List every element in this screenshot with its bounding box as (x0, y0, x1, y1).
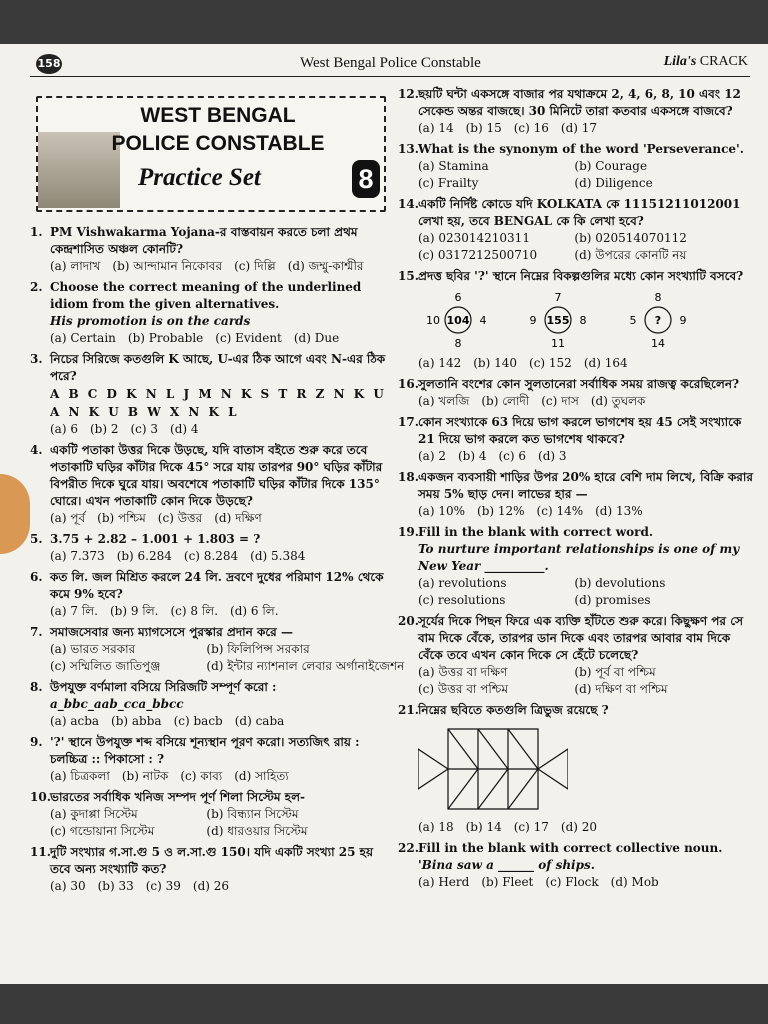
question-line (398, 376, 758, 393)
answer-option: (a) ভারত সরকার (50, 642, 136, 656)
figure-number-left: 5 (629, 314, 637, 327)
question-number: 16. (398, 377, 419, 391)
figure-number-bottom: 14 (651, 337, 665, 350)
question-number: 17. (398, 415, 419, 429)
triangle-figure-line (538, 749, 568, 789)
answer-option: (c) 6 (498, 449, 527, 463)
answer-option: (c) কাব্য (180, 769, 223, 783)
figure-number-left: 9 (529, 314, 537, 327)
answer-option: (a) খলজি (418, 394, 470, 408)
answer-option: (a) উত্তর বা দক্ষিণ (418, 665, 508, 679)
answer-option: (c) 16 (513, 121, 549, 135)
answer-option: (b) আন্দামান নিকোবর (112, 259, 223, 273)
answer-options (30, 641, 405, 675)
question-number: 14. (398, 197, 419, 211)
right-column (398, 86, 758, 895)
page-number: 158 (36, 54, 62, 74)
answer-option: (c) Flock (545, 875, 599, 889)
answer-option: (b) নাটক (121, 769, 169, 783)
question-text: কত লি. জল মিশ্রিত করলে 24 লি. দ্রবণে দুধের পরিমাণ 12% থেকে কমে 9% হবে? (50, 570, 384, 601)
answer-option: (d) caba (234, 714, 285, 728)
question-line (398, 196, 758, 230)
question-line (398, 524, 758, 541)
answer-option: (a) 14 (418, 121, 454, 135)
answer-options (398, 355, 758, 372)
question-item (30, 789, 390, 840)
question-number: 1. (30, 225, 43, 239)
answer-options (398, 393, 758, 410)
question-item (398, 702, 758, 836)
answer-options (398, 230, 758, 264)
question-item (398, 141, 758, 192)
question-item (30, 351, 390, 438)
answer-option: (a) 2 (418, 449, 446, 463)
answer-option: (c) resolutions (418, 593, 506, 607)
question-line (398, 613, 758, 664)
triangle-figure-svg (418, 719, 568, 819)
finger-shadow (0, 474, 30, 554)
answer-option: (b) 9 লি. (109, 604, 159, 618)
answer-option: (a) লাদাখ (50, 259, 101, 273)
circle-figure-svg (418, 285, 758, 355)
question-item (30, 624, 405, 675)
answer-option: (b) 140 (473, 356, 518, 370)
answer-option: (d) 4 (170, 422, 199, 436)
question-number: 5. (30, 532, 43, 546)
answer-options (398, 874, 758, 891)
answer-option: (a) চিত্রকলা (50, 769, 110, 783)
answer-option: (d) promises (574, 593, 651, 607)
answer-option: (b) 14 (465, 820, 502, 834)
question-item (30, 679, 390, 730)
question-item (30, 224, 390, 275)
question-item (30, 279, 390, 347)
figure-number-bottom: 11 (551, 337, 565, 350)
answer-option: (a) 023014210311 (418, 231, 530, 245)
document-page (0, 44, 768, 984)
answer-options (30, 878, 390, 895)
letter-sequence: A B C D K N L J M N K S T R Z N K U A N K U B W X N K L (50, 387, 387, 419)
question-text: নিম্নের ছবিতে কতগুলি ত্রিভুজ রয়েছে ? (418, 703, 609, 717)
answer-option: (d) 17 (560, 121, 598, 135)
question-text: Fill in the blank with correct collective noun. (418, 841, 723, 855)
question-item (30, 531, 390, 565)
question-line (398, 840, 758, 857)
question-line (30, 531, 390, 548)
page-header (30, 52, 750, 77)
question-text: সূর্যের দিকে পিছন ফিরে এক ব্যক্তি হাঁটতে শুরু করে। কিছুক্ষণ পর সে বাম দিকে বেঁকে, তারপর ডান দিকে এবং তারপর আবার বাম দিকে বেঁকে তবে এখন কোন দিকে সে হেঁটে চলেছে? (418, 614, 743, 662)
answer-option: (c) গন্ডোয়ানা সিস্টেম (50, 824, 155, 838)
question-note: a_bbc_aab_cca_bbcc (50, 697, 184, 711)
answer-option: (a) 142 (418, 356, 462, 370)
answer-option: (b) Fleet (481, 875, 534, 889)
question-item (30, 844, 390, 895)
answer-option: (a) 6 (50, 422, 78, 436)
answer-option: (d) ইন্টার ন্যাশনাল লেবার অর্গানাইজেশন (206, 659, 405, 673)
answer-options (398, 448, 758, 465)
question-line (30, 844, 390, 878)
answer-option: (d) ধারওয়ার সিস্টেম (206, 824, 308, 838)
question-number: 19. (398, 525, 419, 539)
question-note: His promotion is on the cards (50, 314, 251, 328)
answer-option: (b) লোদী (481, 394, 530, 408)
answer-option: (c) Evident (215, 331, 282, 345)
question-item (398, 268, 758, 372)
question-text: ছয়টি ঘন্টা একসঙ্গে বাজার পর যথাক্রমে 2, 4, 6, 8, 10 এবং 12 সেকেন্ড অন্তর বাজছে। 30 মিনিটে তারা কতবার একসঙ্গে বাজবে? (418, 87, 741, 118)
question-number: 7. (30, 625, 43, 639)
question-text: '?' স্থানে উপযুক্ত শব্দ বসিয়ে শূন্যস্থান পূরণ করো। সত্যজিৎ রায় : চলচ্চিত্র :: পিকাসো : ? (50, 735, 360, 766)
question-line (30, 789, 390, 806)
question-number: 12. (398, 87, 419, 101)
answer-option: (a) revolutions (418, 576, 507, 590)
figure-number-left: 10 (426, 314, 440, 327)
answer-option: (b) 020514070112 (574, 231, 687, 245)
answer-options (30, 548, 390, 565)
answer-options (30, 603, 390, 620)
answer-option: (c) দিল্লি (234, 259, 276, 273)
question-text: একটি নির্দিষ্ট কোডে যদি KOLKATA কে 11151211012001 লেখা হয়, তবে BENGAL কে কি লেখা হবে? (418, 197, 741, 228)
question-text: সমাজসেবার জন্য ম্যাগসেসে পুরস্কার প্রদান করে — (50, 625, 293, 639)
figure-number-mid: 155 (546, 314, 570, 327)
answer-options (398, 503, 758, 520)
triangle-figure (418, 719, 758, 819)
answer-option: (b) Probable (127, 331, 204, 345)
answer-options (30, 421, 390, 438)
question-item (398, 613, 758, 698)
question-text: একটি পতাকা উত্তর দিকে উড়ছে, যদি বাতাস বইতে শুরু করে তবে পতাকাটি ঘড়ির কাঁটার দিকে 45° সরে যায় তারপর 90° ঘড়ির কাঁটার বিপরীত দিকে ঘুরে যায়। অবশেষে পতাকাটি ঘড়ির কাঁটার দিকে 135° ঘোরে। এখন পতাকাটি কোন দিকে উড়ছে? (50, 443, 383, 508)
answer-option: (c) 152 (529, 356, 572, 370)
question-text: নিচের সিরিজে কতগুলি K আছে, U-এর ঠিক আগে এবং N-এর ঠিক পরে? (50, 352, 386, 383)
answer-option: (b) ফিলিপিন্স সরকার (206, 642, 310, 656)
question-text: দুটি সংখ্যার গ.সা.গু 5 ও ল.সা.গু 150। যদি একটি সংখ্যা 25 হয় তবে অন্য সংখ্যাটি কত? (50, 845, 374, 876)
answer-option: (d) 13% (595, 504, 643, 518)
question-line (398, 414, 758, 448)
question-line (30, 734, 390, 768)
answer-option: (a) 30 (50, 879, 86, 893)
answer-option: (d) Diligence (574, 176, 653, 190)
practice-set-title-box (36, 96, 386, 212)
answer-option: (b) 6.284 (116, 549, 172, 563)
question-number: 22. (398, 841, 419, 855)
question-text: প্রদত্ত ছবির '?' স্থানে নিম্নের বিকল্পগুলির মধ্যে কোন সংখ্যাটি বসবে? (418, 269, 744, 283)
answer-option: (a) Stamina (418, 159, 489, 173)
answer-option: (b) 2 (89, 422, 119, 436)
question-number: 13. (398, 142, 419, 156)
answer-option: (a) 7 লি. (50, 604, 98, 618)
answer-option: (a) Certain (50, 331, 116, 345)
answer-option: (c) উত্তর বা পশ্চিম (418, 682, 508, 696)
question-item (398, 840, 758, 891)
question-item (30, 734, 390, 785)
answer-option: (a) পূর্ব (50, 511, 86, 525)
question-number: 2. (30, 280, 43, 294)
question-line (30, 442, 390, 510)
question-item (398, 414, 758, 465)
question-line (398, 268, 758, 285)
question-item (398, 376, 758, 410)
answer-option: (c) 39 (145, 879, 181, 893)
question-text: সুলতানি বংশের কোন সুলতানেরা সর্বাধিক সময় রাজত্ব করেছিলেন? (418, 377, 740, 391)
answer-option: (c) 3 (130, 422, 159, 436)
question-number: 10. (30, 790, 51, 804)
answer-options (398, 575, 758, 609)
question-number: 21. (398, 703, 419, 717)
figure-number-mid: 104 (446, 314, 470, 327)
question-line (398, 86, 758, 120)
answer-option: (b) বিন্ধ্যান সিস্টেম (206, 807, 299, 821)
answer-option: (b) devolutions (574, 576, 666, 590)
question-item (398, 524, 758, 609)
answer-options (30, 806, 390, 840)
figure-number-right: 4 (479, 314, 487, 327)
answer-option: (b) পশ্চিম (97, 511, 146, 525)
answer-option: (b) 15 (465, 121, 502, 135)
figure-number-top: 7 (554, 291, 562, 304)
answer-option: (b) Courage (574, 159, 648, 173)
answer-options (398, 819, 758, 836)
question-line (398, 702, 758, 719)
question-note: To nurture important relationships is one of my New Year __________. (418, 542, 740, 573)
answer-options (30, 258, 390, 275)
question-item (398, 196, 758, 264)
figure-number-top: 6 (454, 291, 462, 304)
answer-option: (c) উত্তর (157, 511, 203, 525)
question-text: উপযুক্ত বর্ণমালা বসিয়ে সিরিজটি সম্পূর্ণ করো : (50, 680, 277, 694)
question-line (30, 679, 390, 696)
answer-option: (a) 7.373 (50, 549, 105, 563)
answer-option: (d) সাহিত্য (234, 769, 289, 783)
answer-option: (d) তুঘলক (590, 394, 646, 408)
answer-option: (b) abba (111, 714, 162, 728)
left-column (30, 224, 405, 899)
triangle-figure-line (418, 749, 448, 789)
answer-option: (a) কুদাপ্পা সিস্টেম (50, 807, 138, 821)
question-text: ভারতের সর্বাধিক খনিজ সম্পদ পূর্ণ শিলা সিস্টেম হল- (50, 790, 306, 804)
answer-options (30, 768, 390, 785)
question-line (398, 141, 758, 158)
answer-option: (a) 18 (418, 820, 454, 834)
answer-option: (d) দক্ষিণ বা পশ্চিম (574, 682, 668, 696)
answer-option: (c) সম্মিলিত জাতিপুঞ্জ (50, 659, 161, 673)
answer-option: (d) উপরের কোনটি নয় (574, 248, 687, 262)
answer-option: (a) 10% (418, 504, 466, 518)
answer-option: (c) 14% (536, 504, 584, 518)
figure-number-top: 8 (654, 291, 662, 304)
question-line (398, 469, 758, 503)
question-number: 6. (30, 570, 43, 584)
answer-option: (b) 4 (457, 449, 487, 463)
answer-option: (c) Frailty (418, 176, 479, 190)
title-line-1: WEST BENGAL (140, 104, 296, 127)
figure-number-right: 8 (579, 314, 587, 327)
answer-option: (a) Herd (418, 875, 470, 889)
question-number: 11. (30, 845, 51, 859)
question-line (30, 224, 390, 258)
set-number-badge: 8 (352, 160, 380, 198)
answer-option: (d) 20 (560, 820, 598, 834)
figure-number-right: 9 (679, 314, 687, 327)
figure-number-bottom: 8 (454, 337, 462, 350)
answer-option: (d) 3 (538, 449, 567, 463)
answer-option: (d) Mob (610, 875, 659, 889)
answer-option: (b) 33 (97, 879, 134, 893)
question-number: 15. (398, 269, 419, 283)
answer-option: (b) 12% (477, 504, 525, 518)
answer-option: (d) জম্মু-কাশ্মীর (287, 259, 364, 273)
answer-option: (c) দাস (541, 394, 579, 408)
question-item (30, 569, 390, 620)
answer-option: (c) 8 লি. (170, 604, 219, 618)
figure-number-mid: ? (654, 314, 662, 327)
answer-options (30, 510, 390, 527)
question-number: 8. (30, 680, 43, 694)
question-number: 9. (30, 735, 43, 749)
answer-options (30, 330, 390, 347)
question-line (30, 569, 390, 603)
answer-option: (c) 0317212500710 (418, 248, 538, 262)
answer-option: (b) পূর্ব বা পশ্চিম (574, 665, 656, 679)
question-item (30, 442, 390, 527)
header-title: West Bengal Police Constable (300, 55, 481, 71)
answer-option: (c) 17 (513, 820, 549, 834)
answer-option: (a) acba (50, 714, 100, 728)
question-number: 4. (30, 443, 43, 457)
question-text: কোন সংখ্যাকে 63 দিয়ে ভাগ করলে ভাগশেষ হয় 45 সেই সংখ্যাকে 21 দিয়ে ভাগ করলে কত ভাগশেষ থাকবে? (418, 415, 742, 446)
question-number: 3. (30, 352, 43, 366)
answer-options (398, 158, 758, 192)
question-number: 20. (398, 614, 419, 628)
question-number: 18. (398, 470, 419, 484)
title-line-2: POLICE CONSTABLE (111, 132, 325, 155)
answer-options (398, 120, 758, 137)
brand-logo: Lila's CRACK (663, 54, 748, 69)
answer-option: (d) 5.384 (250, 549, 306, 563)
question-text: একজন ব্যবসায়ী শাড়ির উপর 20% হারে বেশি দাম লিখে, বিক্রি করার সময় 5% ছাড় দেন। লাভের হার — (418, 470, 753, 501)
question-text: PM Vishwakarma Yojana-র বাস্তবায়ন করতে চলা প্রথম কেন্দ্রশাসিত অঞ্চল কোনটি? (50, 225, 358, 256)
question-text: What is the synonym of the word 'Perseverance'. (418, 142, 744, 156)
answer-option: (d) 6 লি. (230, 604, 279, 618)
question-text: Choose the correct meaning of the underlined idiom from the given alternatives. (50, 280, 362, 311)
answer-option: (c) 8.284 (183, 549, 239, 563)
answer-option: (d) 26 (192, 879, 230, 893)
question-item (398, 469, 758, 520)
title-line-3: Practice Set (138, 164, 261, 191)
question-text: Fill in the blank with correct word. (418, 525, 654, 539)
answer-options (398, 664, 758, 698)
answer-option: (c) bacb (173, 714, 223, 728)
answer-options (30, 713, 390, 730)
answer-option: (d) 164 (583, 356, 628, 370)
question-item (398, 86, 758, 137)
question-line (30, 624, 390, 641)
question-text: 3.75 + 2.82 – 1.001 + 1.803 = ? (50, 532, 261, 546)
question-note: 'Bina saw a ______ of ships. (418, 858, 595, 872)
answer-option: (d) দক্ষিণ (214, 511, 262, 525)
question-line (30, 279, 390, 313)
answer-option: (d) Due (293, 331, 340, 345)
question-line (30, 351, 390, 385)
number-circle-figure (418, 285, 758, 355)
